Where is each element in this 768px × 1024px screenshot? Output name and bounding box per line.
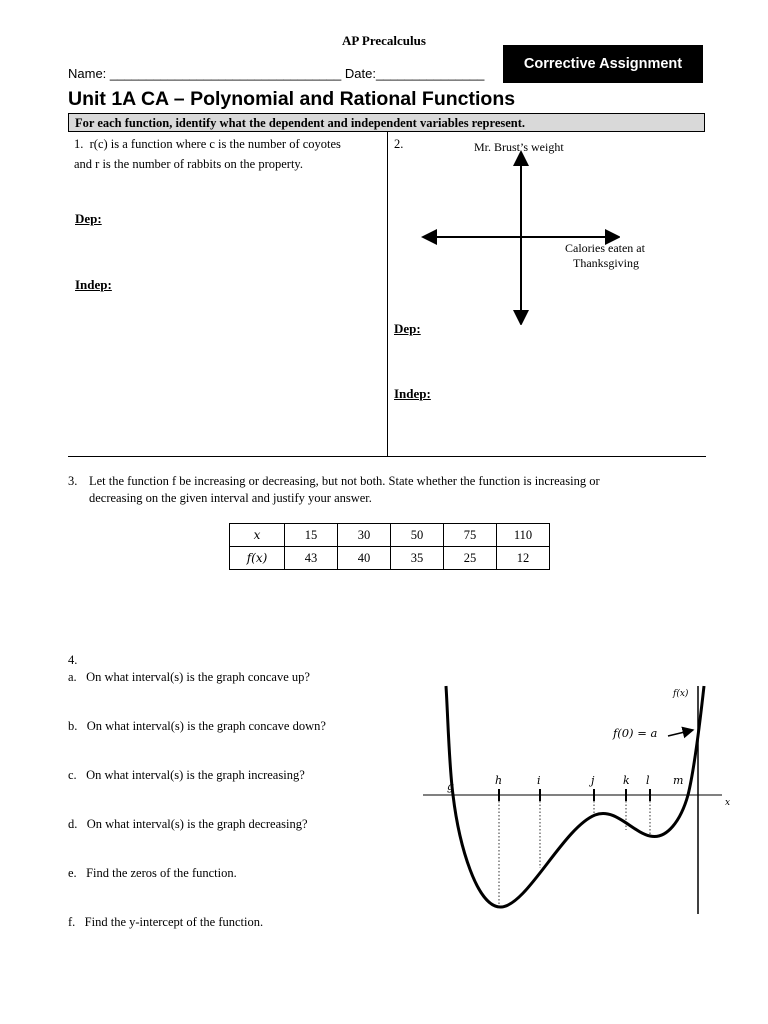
q3-number: 3. — [68, 474, 78, 488]
table-cell: 75 — [444, 524, 497, 547]
table-cell: 35 — [391, 547, 444, 570]
q2-dep-label: Dep: — [394, 321, 421, 336]
table-header-x: x — [230, 524, 285, 547]
column-divider — [387, 132, 388, 457]
table-cell: 15 — [285, 524, 338, 547]
page-title: Unit 1A CA – Polynomial and Rational Functions — [68, 88, 516, 110]
q3-text-line-2: decreasing on the given interval and justify your answer. — [89, 491, 372, 505]
table-cell: 43 — [285, 547, 338, 570]
q3-value-table — [229, 523, 550, 570]
point-label-j: j — [591, 774, 595, 787]
q4-annotation-label: f(0) = a — [613, 726, 658, 740]
table-cell: 30 — [338, 524, 391, 547]
q2-indep-label: Indep: — [394, 386, 431, 401]
assignment-badge: Corrective Assignment — [503, 45, 703, 83]
course-name: AP Precalculus — [342, 33, 426, 48]
point-label-l: l — [646, 774, 650, 787]
q4-part-b: b. On what interval(s) is the graph concave down? — [68, 719, 326, 733]
q2-number: 2. — [394, 137, 404, 151]
q4-part-c: c. On what interval(s) is the graph increasing? — [68, 768, 305, 782]
table-cell: 40 — [338, 547, 391, 570]
table-cell: 12 — [497, 547, 550, 570]
table-cell: 50 — [391, 524, 444, 547]
q4-annotation-arrow — [668, 730, 693, 736]
q4-number: 4. — [68, 653, 78, 667]
q4-part-e: e. Find the zeros of the function. — [68, 866, 237, 880]
point-label-h: h — [495, 774, 503, 787]
q2-x-axis-label-2: Thanksgiving — [573, 256, 639, 270]
point-label-i: i — [537, 774, 541, 787]
table-row — [230, 524, 550, 547]
q4-curve — [446, 686, 704, 907]
q1-text-line-2: and r is the number of rabbits on the property. — [74, 157, 303, 171]
q4-part-a: a. On what interval(s) is the graph concave up? — [68, 670, 310, 684]
q2-x-axis-label-1: Calories eaten at — [565, 241, 645, 255]
q4-function-graph — [415, 680, 740, 920]
point-label-g: g — [447, 780, 455, 793]
q2-axes-diagram — [420, 150, 620, 325]
table-header-fx: f(x) — [230, 547, 285, 570]
name-date-line: Name: ________________________________ Date:_______________ — [68, 66, 485, 81]
q1-dep-label: Dep: — [75, 211, 102, 226]
instructions-bar: For each function, identify what the dependent and independent variables represent. — [68, 113, 705, 132]
q2-y-axis-label: Mr. Brust’s weight — [474, 140, 564, 154]
q1-text-line-1: 1. r(c) is a function where c is the number of coyotes — [74, 137, 341, 151]
q4-x-axis-label: x — [725, 798, 731, 808]
q3-text-line-1: Let the function f be increasing or decreasing, but not both. State whether the function is increasing or — [89, 474, 600, 488]
q4-part-d: d. On what interval(s) is the graph decreasing? — [68, 817, 308, 831]
q4-guide-lines — [499, 801, 650, 906]
table-row — [230, 547, 550, 570]
section-divider — [68, 456, 706, 457]
table-cell: 25 — [444, 547, 497, 570]
point-label-m: m — [673, 774, 684, 787]
table-cell: 110 — [497, 524, 550, 547]
q1-indep-label: Indep: — [75, 277, 112, 292]
point-label-k: k — [623, 774, 630, 787]
q4-y-axis-label: f(x) — [673, 689, 689, 699]
q4-part-f: f. Find the y-intercept of the function. — [68, 915, 264, 929]
